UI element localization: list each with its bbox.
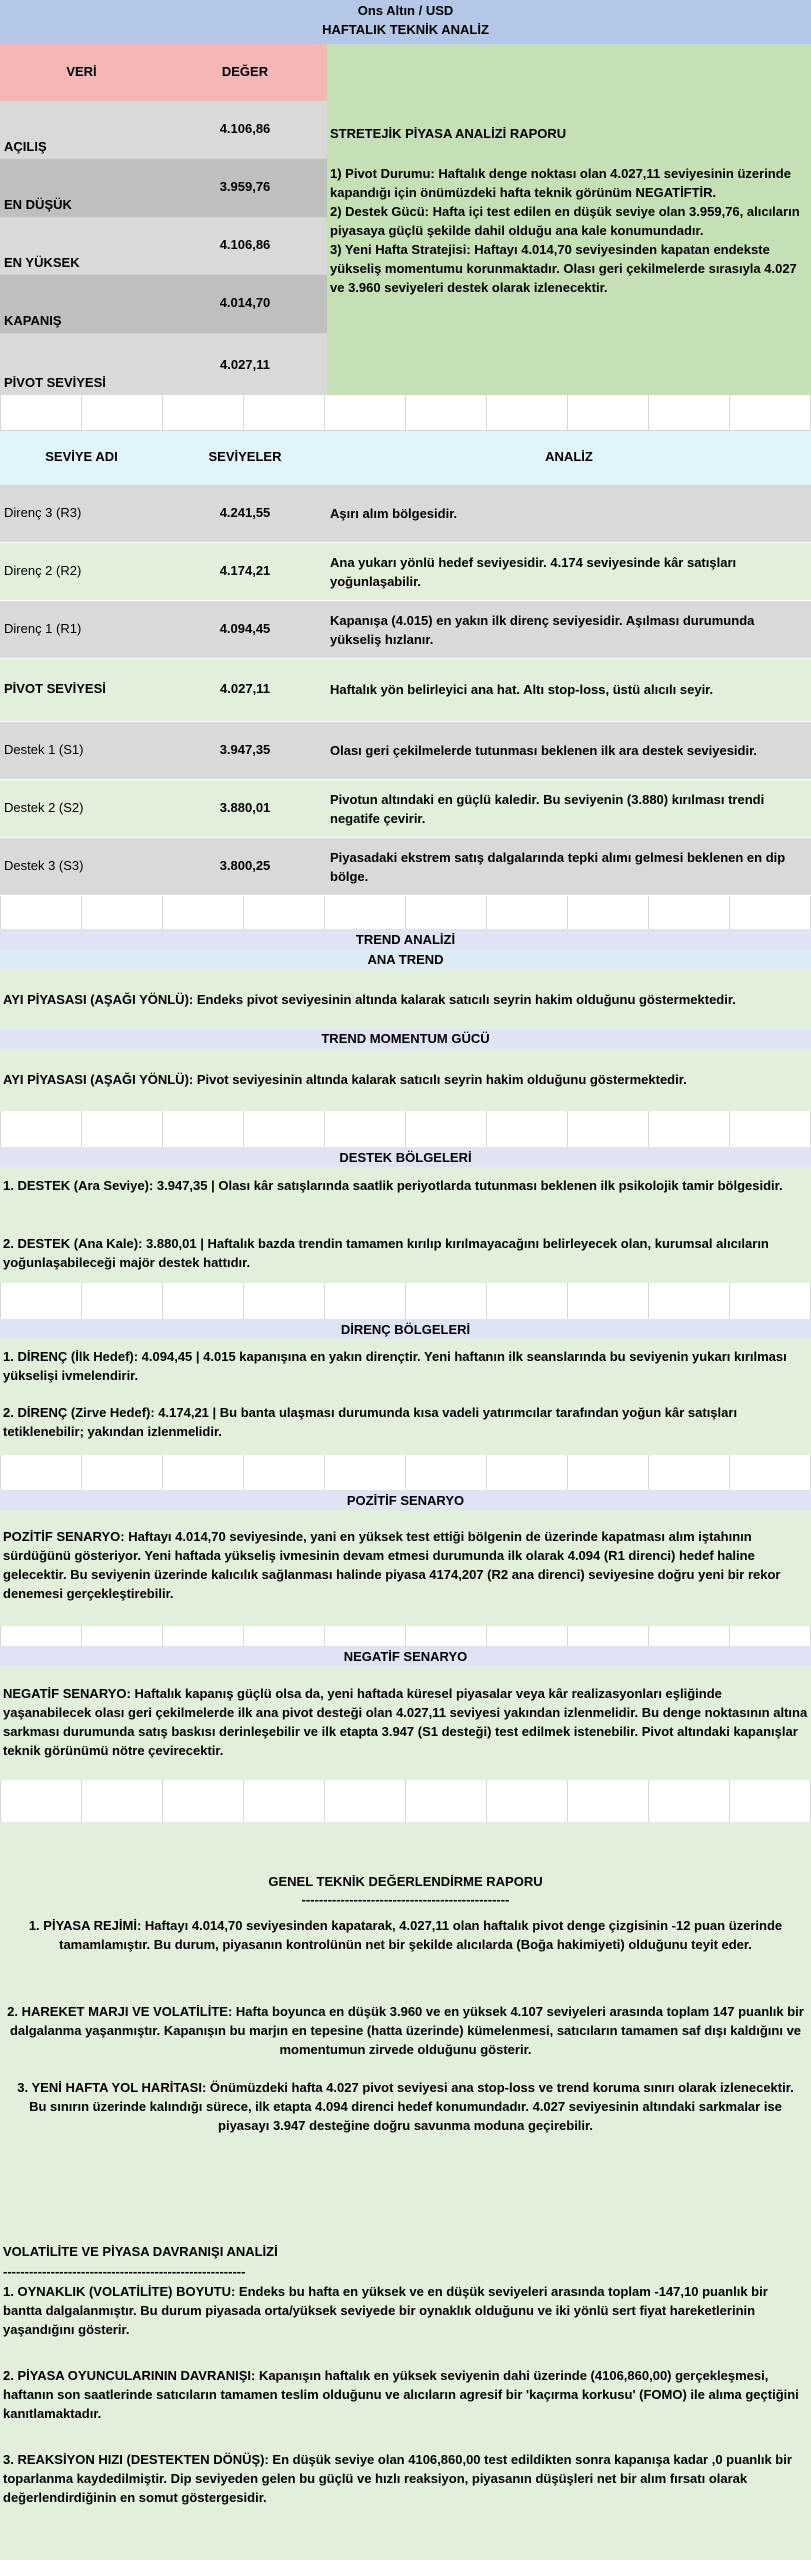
levels-table-head: [0, 431, 811, 485]
row-value: 3.959,76: [219, 179, 271, 194]
general-report-divider: ------------------------------------------------: [301, 1892, 510, 1907]
page-subtitle: HAFTALIK TEKNİK ANALİZ: [322, 22, 489, 37]
col-deger-header: DEĞER: [221, 64, 269, 79]
level-row-r3: [0, 485, 811, 543]
level-name: Direnç 1 (R1): [4, 621, 82, 636]
row-label: KAPANIŞ: [4, 313, 62, 328]
col-seviyeler: SEVİYELER: [208, 449, 282, 464]
trend-title-bar: [0, 929, 811, 949]
level-analysis: Aşırı alım bölgesidir.: [330, 506, 458, 521]
level-analysis: Olası geri çekilmelerde tutunması beklenen ilk ara destek seviyesidir.: [330, 743, 758, 758]
volatility-report-box: [0, 2154, 811, 2560]
volatility-report-p3: 3. REAKSİYON HIZI (DESTEKTEN DÖNÜŞ): En düşük seviye olan 4106,860,00 test edildikten sonra kapanışa kadar ,0 puanlık bir toparlanma kaydedilmiştir. Dip seviyeden gelen bu güçlü ve hızlı reaksiyon, piyasanın düşüşleri net bir alım fırsatı olarak değerlendirdiğinin en somut göstergesidir.: [3, 2452, 792, 2505]
summary-table-head: [0, 44, 327, 101]
resistance-box: [0, 1339, 811, 1455]
page-title: Ons Altın / USD: [357, 3, 454, 18]
level-row-r1: [0, 601, 811, 659]
volatility-report-p2: 2. PİYASA OYUNCULARININ DAVRANIŞI: Kapanışın haftalık en yüksek seviyenin dahi üzerinde (4106,860,00) gerçekleşmesi, haftanın son saatlerinde satıcıların tamamen teslim olduğunu ve alıcıların agresif bir 'kaçırma korkusu' (FOMO) ile alıma geçtiğini kanıtlamaktadır.: [3, 2368, 799, 2421]
row-label: EN DÜŞÜK: [4, 197, 72, 212]
level-value: 3.800,25: [219, 858, 271, 873]
volatility-report-p1: 1. OYNAKLIK (VOLATİLİTE) BOYUTU: Endeks bu hafta en yüksek ve en düşük seviyeleri arasında toplam -147,10 puanlık bir bantta dalgalanmıştır. Bu durum piyasada orta/yüksek seviyede bir oynaklık olduğunu ve iki yönlü sert fiyat hareketlerinin yaşandığını gösterir.: [3, 2284, 768, 2337]
resistance-title-bar: [0, 1319, 811, 1339]
level-value: 4.094,45: [219, 621, 271, 636]
general-report-p1: 1. PİYASA REJİMİ: Haftayı 4.014,70 seviyesinden kapatarak, 4.027,11 olan haftalık pivot denge çizgisinin -12 puan üzerinde tamamlamıştır. Bu durum, piyasanın kontrolünün net bir şekilde alıcılarda (Boğa hakimiyeti) olduğunu teyit eder.: [28, 1918, 783, 1952]
negative-box: [0, 1666, 811, 1780]
resistance-title: DİRENÇ BÖLGELERİ: [340, 1322, 471, 1337]
level-name: Direnç 3 (R3): [4, 505, 82, 520]
col-analiz: ANALİZ: [545, 449, 593, 464]
negative-title: NEGATİF SENARYO: [343, 1649, 468, 1664]
level-value: 4.174,21: [219, 563, 271, 578]
level-row-s2: [0, 780, 811, 838]
momentum-box: [0, 1049, 811, 1111]
level-row-s1: [0, 722, 811, 780]
summary-row-kapanis: [0, 275, 327, 333]
support-item-2: 2. DESTEK (Ana Kale): 3.880,01 | Haftalık bazda trendin tamamen kırılıp kırılmayacağını belirleyecek olan, kurumsal alıcıların yoğunlaşabileceği majör destek hattıdır.: [3, 1236, 769, 1270]
general-report-p3: 3. YENİ HAFTA YOL HARİTASI: Önümüzdeki hafta 4.027 pivot seviyesi ana stop-loss ve trend koruma sınırı olarak izlenecektir. Bu sınırın üzerinde kalındığı sürece, ilk etapta 4.094 direnci hedef konumundadır. 4.027 seviyesinin altındaki sarkmalar ise piyasayı 3.947 desteğine doğru savunma moduna geçirebilir.: [17, 2080, 794, 2133]
level-analysis: Kapanışa (4.015) en yakın ilk direnç seviyesidir. Aşılması durumunda yükseliş hızlanır.: [330, 613, 755, 647]
positive-title-bar: [0, 1490, 811, 1510]
summary-row-en-yuksek: [0, 217, 327, 275]
support-box: [0, 1167, 811, 1283]
strategic-report: [327, 44, 811, 395]
level-value: 4.027,11: [220, 681, 270, 696]
level-value: 3.947,35: [219, 742, 271, 757]
main-trend-text: AYI PİYASASI (AŞAĞI YÖNLÜ): Endeks pivot seviyesinin altında kalarak satıcılı seyrin hakim olduğunu göstermektedir.: [3, 992, 736, 1007]
summary-row-acilis: [0, 101, 327, 159]
main-trend-title: ANA TREND: [367, 952, 444, 967]
row-value: 4.106,86: [219, 237, 271, 252]
positive-title: POZİTİF SENARYO: [346, 1493, 465, 1508]
summary-row-en-dusuk: [0, 159, 327, 217]
row-value: 4.014,70: [219, 295, 271, 310]
col-veri-header: VERİ: [66, 64, 97, 79]
level-name: PİVOT SEVİYESİ: [4, 681, 106, 696]
spacer-row: [0, 1283, 811, 1319]
spacer-row: [0, 896, 811, 929]
strategic-report-title: STRETEJİK PİYASA ANALİZİ RAPORU: [330, 126, 567, 141]
row-value: 4.106,86: [219, 121, 271, 136]
row-value: 4.027,11: [220, 357, 270, 372]
negative-text: NEGATİF SENARYO: Haftalık kapanış güçlü olsa da, yeni haftada küresel piyasalar veya kâr realizasyonları eşliğinde yaşanabilecek olası geri çekilmelerde ilk ana pivot desteği olan 4.027,11 seviyesi yakından izlenmelidir. Bu denge noktasının altına sarkması durumunda satış baskısı derinleşebilir ve ilk etapta 3.947 (S1 desteği) test edilmek istenebilir. Pivot altındaki kapanışlar teknik görünümü nötre çevirecektir.: [3, 1686, 808, 1758]
support-title-bar: [0, 1147, 811, 1167]
main-trend-bar: [0, 949, 811, 969]
level-value: 4.241,55: [219, 505, 271, 520]
support-item-1: 1. DESTEK (Ara Seviye): 3.947,35 | Olası kâr satışlarında saatlik periyotlarda tutunması beklenen ilk psikolojik tamir bölgesidir.: [3, 1178, 783, 1193]
general-report-box: [0, 1822, 811, 2154]
level-value: 3.880,01: [219, 800, 271, 815]
positive-box: [0, 1510, 811, 1626]
level-name: Destek 3 (S3): [4, 858, 84, 873]
spacer-row: [0, 1626, 811, 1646]
resistance-item-1: 1. DİRENÇ (İlk Hedef): 4.094,45 | 4.015 kapanışına en yakın dirençtir. Yeni haftanın ilk seanslarında bu seviyenin yukarı kırılması yükselişi ivmelendirir.: [3, 1349, 787, 1383]
level-analysis: Ana yukarı yönlü hedef seviyesidir. 4.174 seviyesinde kâr satışları yoğunlaşabilir.: [330, 555, 737, 589]
general-report-p2: 2. HAREKET MARJI VE VOLATİLİTE: Hafta boyunca en düşük 3.960 ve en yüksek 4.107 seviyeleri arasında toplam 147 puanlık bir dalgalanma yaşanmıştır. Kapanışın bu marjın en tepesine (hatta üzerinde) kümelenmesi, satıcıların tamamen saf dışı kaldığını ve momentumun zirvede olduğunu gösterir.: [7, 2004, 804, 2057]
main-trend-box: [0, 969, 811, 1029]
momentum-text: AYI PİYASASI (AŞAĞI YÖNLÜ): Pivot seviyesinin altında kalarak satıcılı seyrin hakim olduğunu göstermektedir.: [3, 1072, 687, 1087]
level-name: Destek 1 (S1): [4, 742, 84, 757]
trend-title: TREND ANALİZİ: [355, 932, 456, 947]
row-label: PİVOT SEVİYESİ: [4, 375, 106, 390]
negative-title-bar: [0, 1646, 811, 1666]
spacer-row: [0, 1780, 811, 1822]
level-analysis: Piyasadaki ekstrem satış dalgalarında tepki alımı gelmesi beklenen en dip bölge.: [330, 850, 786, 884]
momentum-title: TREND MOMENTUM GÜCÜ: [321, 1031, 490, 1046]
level-name: Destek 2 (S2): [4, 800, 84, 815]
header-bar: [0, 0, 811, 44]
level-row-s3: [0, 838, 811, 896]
general-report-title: GENEL TEKNİK DEĞERLENDİRME RAPORU: [268, 1874, 543, 1889]
spacer-row: [0, 1455, 811, 1490]
positive-text: POZİTİF SENARYO: Haftayı 4.014,70 seviyesinde, yani en yüksek test ettiği bölgenin de üzerinde kapatması alım iştahının sürdüğünü gösteriyor. Yeni haftada yükseliş ivmesinin devam etmesi durumunda ilk olarak 4.094 (R1 direnci) hedef haline gelecektir. Bu seviyenin üzerinde kalıcılık sağlanması halinde piyasa 4174,207 (R2 ana direnci) seviyesine doğru yeni bir rekor denemesi gerçekleştirebilir.: [3, 1529, 781, 1601]
level-row-pivot: [0, 659, 811, 722]
momentum-bar: [0, 1029, 811, 1049]
spacer-row: [0, 395, 811, 431]
level-name: Direnç 2 (R2): [4, 563, 82, 578]
row-label: AÇILIŞ: [4, 139, 47, 154]
row-label: EN YÜKSEK: [4, 255, 80, 270]
col-seviye-adi: SEVİYE ADI: [45, 449, 118, 464]
resistance-item-2: 2. DİRENÇ (Zirve Hedef): 4.174,21 | Bu banta ulaşması durumunda kısa vadeli yatırımcılar tarafından yoğun kâr satışları tetiklenebilir; yakından izlenmelidir.: [3, 1405, 738, 1439]
level-analysis: Haftalık yön belirleyici ana hat. Altı stop-loss, üstü alıcılı seyir.: [330, 682, 714, 697]
level-row-r2: [0, 543, 811, 601]
spacer-row: [0, 1111, 811, 1147]
summary-row-pivot: [0, 333, 327, 395]
support-title: DESTEK BÖLGELERİ: [339, 1150, 472, 1165]
volatility-report-divider: --------------------------------------------------------: [3, 2264, 246, 2279]
level-analysis: Pivotun altındaki en güçlü kaledir. Bu seviyenin (3.880) kırılması trendi negatife çevirir.: [330, 792, 765, 826]
volatility-report-title: VOLATİLİTE VE PİYASA DAVRANIŞI ANALİZİ: [3, 2244, 278, 2259]
strategic-report-body: 1) Pivot Durumu: Haftalık denge noktası olan 4.027,11 seviyesinin üzerinde kapandığı için önümüzdeki hafta teknik görünüm NEGATİFTİR. 2) Destek Gücü: Hafta içi test edilen en düşük seviye olan 3.959,76, alıcıların piyasaya güçlü şekilde dahil olduğu ana kale konumundadır. 3) Yeni Hafta Stratejisi: Haftayı 4.014,70 seviyesinden kapatan endekste yükseliş momentumu korunmaktadır. Olası geri çekilmelerde sırasıyla 4.027 ve 3.960 seviyeleri destek olarak izlenecektir.: [330, 166, 800, 295]
